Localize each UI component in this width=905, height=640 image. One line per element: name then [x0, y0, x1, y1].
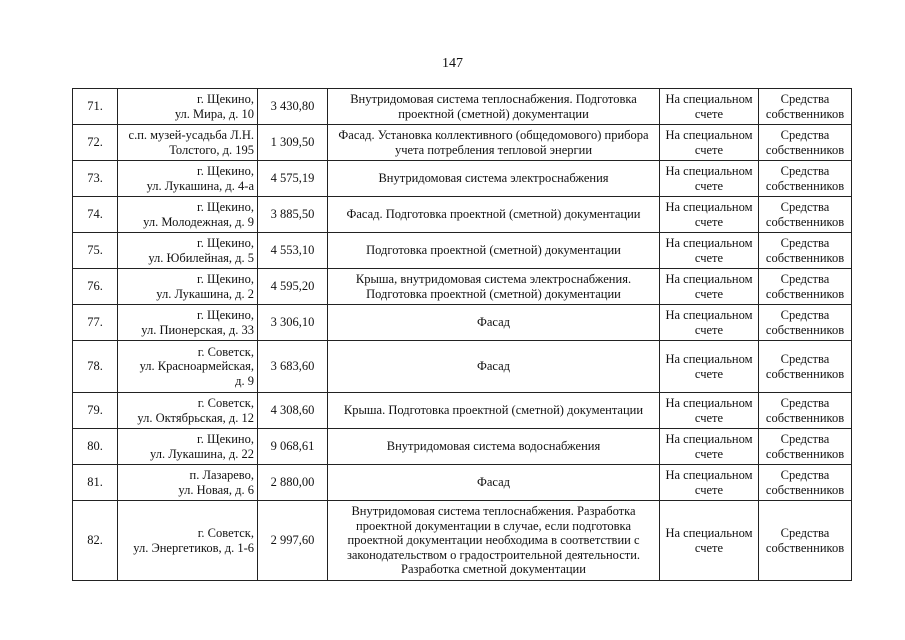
- work-text: Фасад: [476, 315, 511, 330]
- address-line: ул. Красноармейская,: [139, 359, 254, 374]
- row-area: 4 595,20: [258, 269, 328, 305]
- row-work-type: [328, 269, 660, 305]
- address-line: с.п. музей-усадьба Л.Н.: [128, 128, 254, 142]
- row-work-type: [328, 197, 660, 233]
- program-table: [72, 88, 852, 581]
- row-address: [118, 393, 258, 429]
- row-area: 3 683,60: [258, 341, 328, 393]
- row-number: 77.: [73, 305, 118, 341]
- work-text: Внутридомовая система водоснабжения: [386, 439, 601, 454]
- row-account: На специальном счете: [660, 161, 759, 197]
- row-account: На специальном счете: [660, 465, 759, 501]
- row-funding-source: Средства собственников: [759, 233, 852, 269]
- row-work-type: [328, 125, 660, 161]
- work-text: Фасад: [476, 359, 511, 374]
- row-work-type: [328, 501, 660, 581]
- work-text: Внутридомовая система теплоснабжения. Подготовка проектной (сметной) документации: [350, 92, 637, 121]
- row-funding-source: Средства собственников: [759, 341, 852, 393]
- row-address: [118, 161, 258, 197]
- address-line: ул. Новая, д. 6: [178, 482, 254, 497]
- table-row: [73, 501, 852, 581]
- table-row: [73, 89, 852, 125]
- row-work-type: [328, 341, 660, 393]
- address-line: г. Щекино,: [197, 272, 254, 286]
- row-area: 3 306,10: [258, 305, 328, 341]
- address-line: Толстого, д. 195: [169, 142, 254, 157]
- table-row: [73, 269, 852, 305]
- work-text: Крыша, внутридомовая система электроснабжения. Подготовка проектной (сметной) документации: [355, 272, 632, 301]
- page-number: 147: [442, 56, 463, 71]
- address-line: г. Щекино,: [197, 200, 254, 214]
- row-work-type: [328, 233, 660, 269]
- address-line: ул. Лукашина, д. 4-а: [146, 178, 254, 193]
- table-row: [73, 465, 852, 501]
- row-area: 4 575,19: [258, 161, 328, 197]
- work-text: Фасад: [476, 475, 511, 490]
- row-area: 9 068,61: [258, 429, 328, 465]
- row-account: На специальном счете: [660, 305, 759, 341]
- row-account: На специальном счете: [660, 125, 759, 161]
- row-area: 1 309,50: [258, 125, 328, 161]
- table-row: [73, 233, 852, 269]
- row-funding-source: Средства собственников: [759, 125, 852, 161]
- row-funding-source: Средства собственников: [759, 197, 852, 233]
- address-line: д. 9: [235, 373, 254, 388]
- address-line: г. Советск,: [197, 396, 254, 410]
- row-work-type: [328, 89, 660, 125]
- row-address: [118, 269, 258, 305]
- address-line: г. Щекино,: [197, 92, 254, 106]
- row-account: На специальном счете: [660, 393, 759, 429]
- row-funding-source: Средства собственников: [759, 89, 852, 125]
- row-area: 2 997,60: [258, 501, 328, 581]
- row-account: На специальном счете: [660, 269, 759, 305]
- row-area: 4 553,10: [258, 233, 328, 269]
- address-line: п. Лазарево,: [189, 468, 254, 482]
- row-number: 75.: [73, 233, 118, 269]
- row-account: На специальном счете: [660, 197, 759, 233]
- address-line: г. Щекино,: [197, 164, 254, 178]
- address-line: г. Советск,: [197, 344, 254, 359]
- row-number: 74.: [73, 197, 118, 233]
- row-funding-source: Средства собственников: [759, 501, 852, 581]
- row-funding-source: Средства собственников: [759, 393, 852, 429]
- program-table-body: [73, 89, 852, 581]
- table-row: [73, 429, 852, 465]
- row-work-type: [328, 429, 660, 465]
- address-line: г. Щекино,: [197, 236, 254, 250]
- row-address: [118, 125, 258, 161]
- row-work-type: [328, 161, 660, 197]
- row-account: На специальном счете: [660, 89, 759, 125]
- row-account: На специальном счете: [660, 501, 759, 581]
- row-address: [118, 429, 258, 465]
- row-account: На специальном счете: [660, 429, 759, 465]
- address-line: г. Щекино,: [197, 432, 254, 446]
- address-line: ул. Лукашина, д. 2: [156, 286, 254, 301]
- row-area: 2 880,00: [258, 465, 328, 501]
- address-line: ул. Юбилейная, д. 5: [148, 250, 254, 265]
- row-address: [118, 89, 258, 125]
- table-row: [73, 393, 852, 429]
- row-address: [118, 501, 258, 581]
- table-row: [73, 161, 852, 197]
- row-address: [118, 465, 258, 501]
- table-row: [73, 341, 852, 393]
- table-row: [73, 197, 852, 233]
- row-funding-source: Средства собственников: [759, 161, 852, 197]
- work-text: Внутридомовая система теплоснабжения. Разработка проектной документации в случае, если подготовка проектной документации необходима в соответствии с законодательством о градостроительной деятельности. Разработка сметной документации: [346, 504, 641, 577]
- work-text: Внутридомовая система электроснабжения: [378, 171, 609, 186]
- row-work-type: [328, 305, 660, 341]
- row-number: 80.: [73, 429, 118, 465]
- address-line: ул. Молодежная, д. 9: [143, 214, 254, 229]
- row-number: 82.: [73, 501, 118, 581]
- row-number: 76.: [73, 269, 118, 305]
- row-work-type: [328, 393, 660, 429]
- table-row: [73, 125, 852, 161]
- row-area: 3 885,50: [258, 197, 328, 233]
- address-line: г. Советск,: [197, 526, 254, 540]
- row-funding-source: Средства собственников: [759, 465, 852, 501]
- address-line: ул. Мира, д. 10: [174, 106, 254, 121]
- row-account: На специальном счете: [660, 233, 759, 269]
- row-address: [118, 233, 258, 269]
- row-address: [118, 341, 258, 393]
- address-line: ул. Лукашина, д. 22: [150, 446, 254, 461]
- row-number: 73.: [73, 161, 118, 197]
- row-number: 79.: [73, 393, 118, 429]
- row-area: 3 430,80: [258, 89, 328, 125]
- address-line: ул. Энергетиков, д. 1-6: [133, 540, 254, 555]
- row-number: 78.: [73, 341, 118, 393]
- row-funding-source: Средства собственников: [759, 269, 852, 305]
- table-row: [73, 305, 852, 341]
- address-line: г. Щекино,: [197, 308, 254, 322]
- row-address: [118, 305, 258, 341]
- address-line: ул. Октябрьская, д. 12: [137, 410, 254, 425]
- row-number: 81.: [73, 465, 118, 501]
- work-text: Фасад. Подготовка проектной (сметной) документации: [346, 207, 641, 222]
- row-work-type: [328, 465, 660, 501]
- address-line: ул. Пионерская, д. 33: [141, 322, 254, 337]
- work-text: Крыша. Подготовка проектной (сметной) документации: [343, 403, 644, 418]
- row-number: 71.: [73, 89, 118, 125]
- row-number: 72.: [73, 125, 118, 161]
- work-text: Фасад. Установка коллективного (общедомового) прибора учета потребления тепловой энергии: [338, 128, 649, 157]
- row-area: 4 308,60: [258, 393, 328, 429]
- work-text: Подготовка проектной (сметной) документации: [366, 243, 621, 258]
- row-funding-source: Средства собственников: [759, 305, 852, 341]
- row-funding-source: Средства собственников: [759, 429, 852, 465]
- row-account: На специальном счете: [660, 341, 759, 393]
- row-address: [118, 197, 258, 233]
